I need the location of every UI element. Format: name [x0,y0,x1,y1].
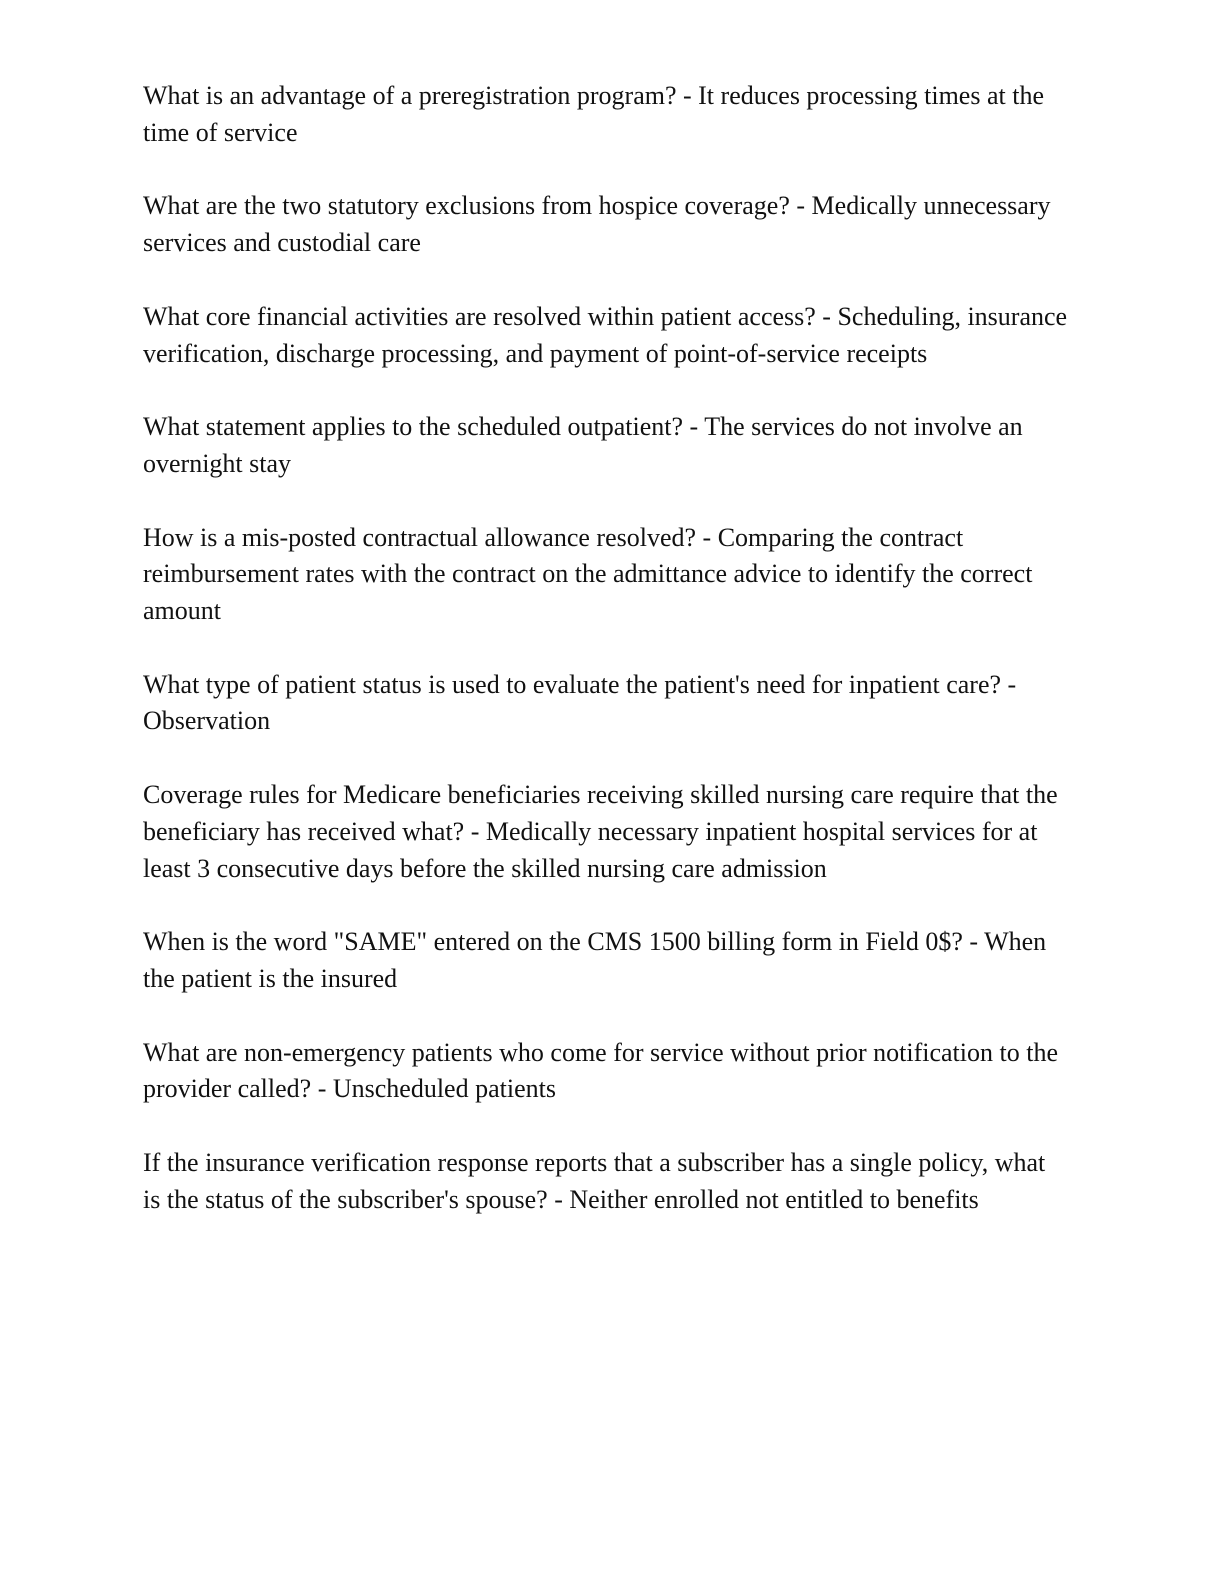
qa-item-6: What type of patient status is used to evaluate the patient's need for inpatient care? - Observation [143,669,1017,736]
qa-item-5: How is a mis-posted contractual allowance resolved? - Comparing the contract reimbursement rates with the contract on the admittance advice to identify the correct amount [143,522,1033,626]
qa-item-4: What statement applies to the scheduled outpatient? - The services do not involve an overnight stay [143,412,1023,478]
qa-item-8: When is the word "SAME" entered on the CMS 1500 billing form in Field 0$? - When the patient is the insured [143,927,1047,993]
qa-item-3: What core financial activities are resolved within patient access? - Scheduling, insurance verification, discharge processing, and payment of point-of-service receipts [143,301,1068,368]
qa-item-9: What are non-emergency patients who come for service without prior notification to the provider called? - Unscheduled patients [143,1037,1058,1104]
qa-item-10: If the insurance verification response reports that a subscriber has a single policy, what is the status of the subscriber's spouse? - Neither enrolled not entitled to benefits [143,1148,1046,1214]
qa-item-1: What is an advantage of a preregistration program? - It reduces processing times at the time of service [143,81,1044,147]
document-page [143,78,1068,1255]
qa-item-2: What are the two statutory exclusions from hospice coverage? - Medically unnecessary services and custodial care [143,191,1051,258]
qa-item-7: Coverage rules for Medicare beneficiaries receiving skilled nursing care require that the beneficiary has received what? - Medically necessary inpatient hospital services for at least 3 consecutive days before the skilled nursing care admission [143,780,1058,883]
